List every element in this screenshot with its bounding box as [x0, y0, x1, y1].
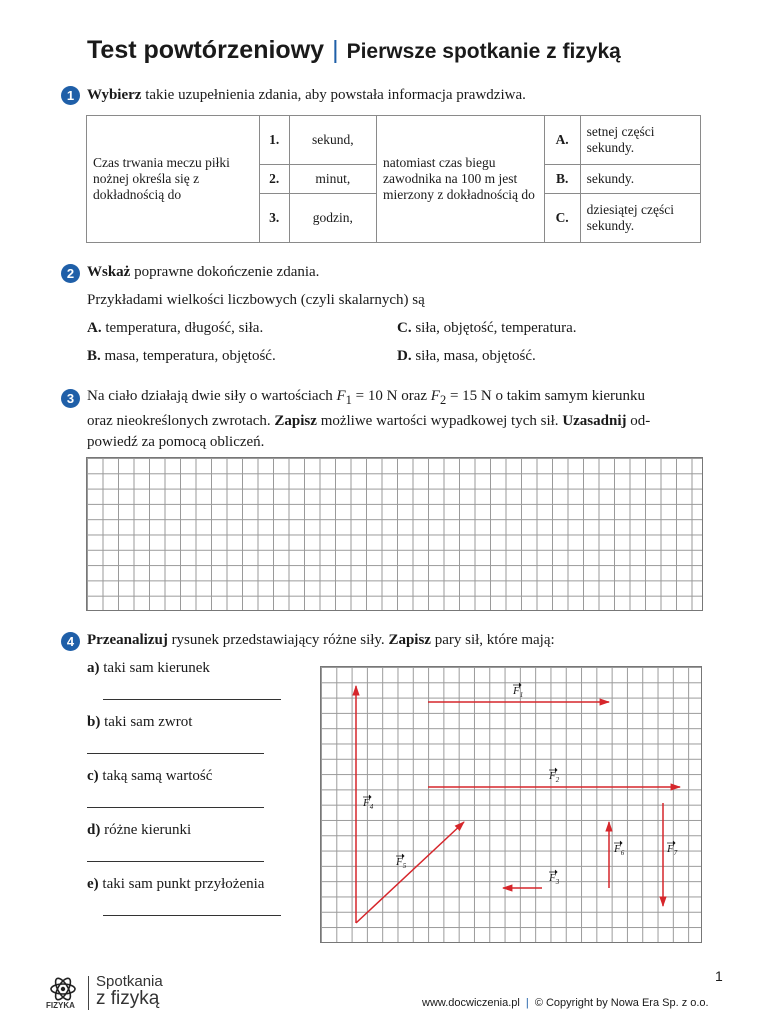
- q2-answer-c[interactable]: [397, 318, 577, 339]
- q4-answer-line-a[interactable]: [103, 699, 281, 700]
- title-main: Test powtórzeniowy: [87, 36, 325, 64]
- q4-item-letter: c): [87, 768, 99, 784]
- q4-item-e: [87, 874, 264, 895]
- question-number-3: 3: [61, 389, 80, 408]
- q2-answer-text: siła, masa, objętość.: [411, 348, 536, 364]
- force-label-f6: $F_6$: [614, 843, 625, 857]
- q4-answer-line-e[interactable]: [103, 915, 281, 916]
- q1-option-text[interactable]: sekundy.: [580, 165, 700, 193]
- q3-text: oraz nieokreślonych zwrotach.: [87, 413, 275, 429]
- q3-text: = 10 N oraz: [351, 388, 431, 404]
- force-label-f4: $F_4$: [363, 797, 374, 811]
- q4-item-d: [87, 820, 191, 841]
- footer-credits: [422, 997, 709, 1009]
- q1-option-num[interactable]: 2.: [259, 165, 289, 193]
- q2-answer-letter: C.: [397, 320, 412, 336]
- q4-item-letter: e): [87, 876, 99, 892]
- footer-divider: |: [525, 997, 529, 1009]
- q1-middle-cell: natomiast czas biegu zawodnika na 100 m jest mierzony z dokładnością do: [377, 116, 545, 243]
- title-subtitle: Pierwsze spotkanie z fizyką: [346, 40, 621, 63]
- q2-stem: Przykładami wielkości liczbowych (czyli skalarnych) są: [87, 292, 425, 308]
- question-3-prompt: [87, 386, 702, 453]
- q2-answer-a[interactable]: [87, 318, 263, 339]
- force-label-f3: $F_3$: [549, 872, 560, 886]
- vector-overarrows: [363, 683, 675, 874]
- q4-item-text: taki sam kierunek: [99, 660, 210, 676]
- q3-text: = 15 N o takim samym kierunku: [446, 388, 646, 404]
- page-title: [87, 36, 621, 65]
- q4-item-text: taki sam punkt przyłożenia: [98, 876, 265, 892]
- q2-answer-d[interactable]: [397, 346, 536, 367]
- q4-item-letter: d): [87, 822, 101, 838]
- q3-line-2: [87, 411, 702, 432]
- question-number-2: 2: [61, 264, 80, 283]
- q4-item-a: [87, 658, 210, 679]
- q4-item-letter: a): [87, 660, 100, 676]
- q4-answer-line-c[interactable]: [87, 807, 264, 808]
- q2-answer-b[interactable]: [87, 346, 276, 367]
- q1-option-text[interactable]: godzin,: [289, 193, 376, 242]
- q3-line-1: [87, 386, 702, 411]
- logo-tag: FIZYKA: [46, 1001, 75, 1010]
- q1-option-num[interactable]: 1.: [259, 116, 289, 165]
- question-1-prompt: [87, 85, 526, 106]
- q4-item-b: [87, 712, 192, 733]
- question-number-4: 4: [61, 632, 80, 651]
- q3-text: możliwe wartości wypadkowej tych sił.: [316, 413, 563, 429]
- question-4-prompt: [87, 630, 555, 651]
- question-number-1: 1: [61, 86, 80, 105]
- q2-answer-letter: B.: [87, 348, 101, 364]
- q2-text: poprawne dokończenie zdania.: [130, 264, 320, 280]
- q2-answer-letter: D.: [397, 348, 412, 364]
- q2-answer-text: masa, temperatura, objętość.: [100, 348, 276, 364]
- q1-option-letter[interactable]: A.: [544, 116, 580, 165]
- q4-item-text: taką samą wartość: [98, 768, 213, 784]
- q3-text: od-: [626, 413, 651, 429]
- q4-verb-1: Przeanalizuj: [87, 632, 168, 648]
- q3-f2-symbol: F: [430, 388, 440, 404]
- q1-option-letter[interactable]: B.: [544, 165, 580, 193]
- title-separator: |: [332, 36, 339, 64]
- q4-verb-2: Zapisz: [388, 632, 431, 648]
- q1-option-letter[interactable]: C.: [544, 193, 580, 242]
- q1-text: takie uzupełnienia zdania, aby powstała informacja prawdziwa.: [141, 87, 526, 103]
- logo-line-1: Spotkania: [96, 973, 163, 990]
- footer-url[interactable]: www.docwiczenia.pl: [422, 997, 520, 1009]
- footer-copyright: © Copyright by Nowa Era Sp. z o.o.: [534, 997, 709, 1009]
- q1-left-cell: Czas trwania meczu piłki nożnej określa się z dokładnością do: [87, 116, 260, 243]
- q1-option-num[interactable]: 3.: [259, 193, 289, 242]
- force-label-f1: $F_1$: [513, 685, 524, 699]
- q1-verb: Wybierz: [87, 87, 142, 103]
- q3-f2-subscript: 2: [439, 393, 447, 407]
- q1-option-text[interactable]: setnej części sekundy.: [580, 116, 700, 165]
- q3-answer-grid[interactable]: [86, 457, 703, 611]
- q4-answer-line-b[interactable]: [87, 753, 264, 754]
- force-label-f7: $F_7$: [667, 843, 678, 857]
- q4-item-text: taki sam zwrot: [100, 714, 193, 730]
- q1-table: [86, 115, 701, 243]
- q3-verb-2: Uzasadnij: [562, 413, 627, 429]
- atom-logo-icon: [48, 975, 78, 1003]
- q3-f1-symbol: F: [336, 388, 346, 404]
- q2-answer-text: temperatura, długość, siła.: [101, 320, 264, 336]
- force-arrow-f5: [356, 822, 464, 923]
- page-number: 1: [715, 968, 723, 984]
- q3-line-3: powiedź za pomocą obliczeń.: [87, 434, 265, 450]
- q2-verb: Wskaż: [87, 264, 131, 280]
- q3-text: Na ciało działają dwie siły o wartościach: [87, 388, 337, 404]
- q1-option-text[interactable]: minut,: [289, 165, 376, 193]
- q3-f1-subscript: 1: [345, 393, 352, 407]
- force-label-f5: $F_5$: [396, 856, 407, 870]
- q3-verb-1: Zapisz: [274, 413, 317, 429]
- logo-divider: [88, 976, 89, 1010]
- q4-text: rysunek przedstawiający różne siły.: [167, 632, 389, 648]
- q4-item-text: różne kierunki: [100, 822, 192, 838]
- question-2-prompt: [87, 262, 319, 283]
- q2-answer-letter: A.: [87, 320, 102, 336]
- q1-option-text[interactable]: sekund,: [289, 116, 376, 165]
- force-label-f2: $F_2$: [549, 770, 560, 784]
- q4-item-c: [87, 766, 212, 787]
- logo-line-2: z fizyką: [96, 988, 160, 1009]
- q4-answer-line-d[interactable]: [87, 861, 264, 862]
- logo-name: [96, 974, 163, 1008]
- q2-answer-text: siła, objętość, temperatura.: [411, 320, 577, 336]
- q4-text: pary sił, które mają:: [430, 632, 555, 648]
- q1-option-text[interactable]: dziesiątej części sekundy.: [580, 193, 700, 242]
- q4-force-diagram: [320, 666, 702, 943]
- q4-item-letter: b): [87, 714, 101, 730]
